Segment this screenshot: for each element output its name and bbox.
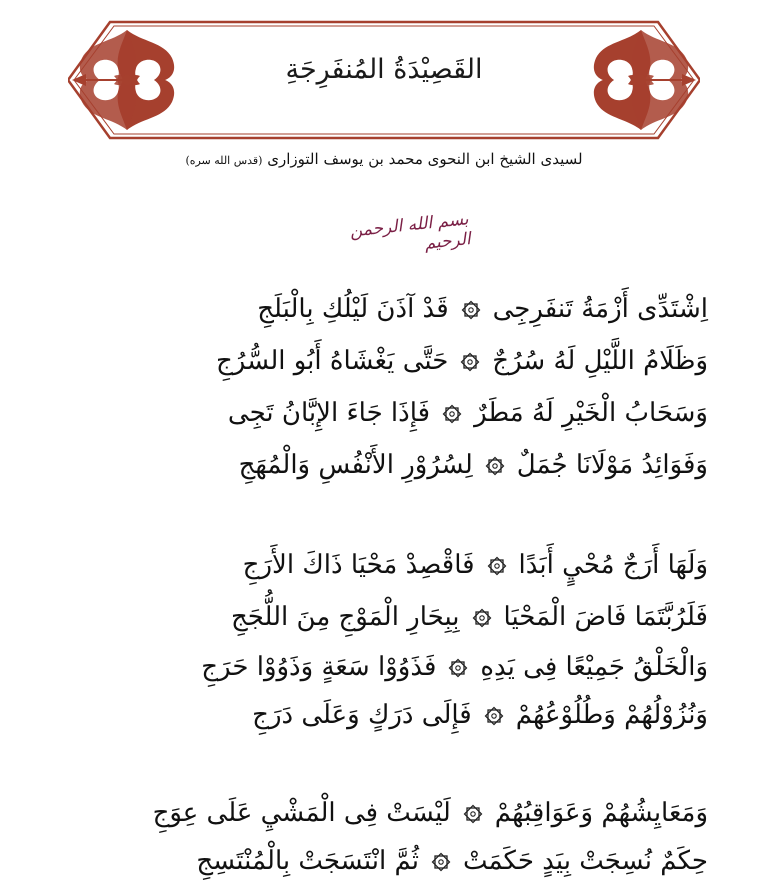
basmala-calligraphy: [300, 209, 472, 264]
verse-line: [60, 846, 708, 877]
verse-first-hemistich: وَسَحَابُ الْخَيْرِ لَهُ مَطَرٌ: [474, 398, 708, 428]
verse-line: [60, 798, 708, 829]
verse-line: [60, 346, 708, 377]
verse-second-hemistich: لِسُرُوْرِ الأَنْفُسِ وَالْمُهَجِ: [238, 450, 473, 480]
verse-second-hemistich: لَيْسَتْ فِى الْمَشْيِ عَلَى عِوَجِ: [152, 798, 451, 828]
verse-first-hemistich: وَلَهَا أَرَجٌ مُحْيٍ أَبَدًا: [518, 550, 708, 580]
verse-first-hemistich: حِكَمٌ نُسِجَتْ بِيَدٍ حَكَمَتْ: [463, 846, 708, 876]
verse-line: [60, 700, 708, 731]
eight-point-star-separator-icon: [431, 852, 451, 872]
verse-first-hemistich: فَلَرُبَّتَمَا فَاضَ الْمَحْيَا: [503, 602, 708, 632]
header-frame: [68, 18, 700, 142]
verse-line: [60, 602, 708, 633]
verse-line: [60, 550, 708, 581]
verse-first-hemistich: وَالْخَلْقُ جَمِيْعًا فِى يَدِهِ: [480, 652, 708, 682]
eight-point-star-separator-icon: [472, 608, 492, 628]
verse-first-hemistich: اِشْتَدِّى أَزْمَةُ تَنفَرِجِى: [492, 294, 708, 324]
eight-point-star-separator-icon: [460, 352, 480, 372]
verse-line: [60, 398, 708, 429]
verse-line: [60, 450, 708, 481]
page-title: القَصِيْدَةُ المُنفَرِجَةِ: [285, 54, 483, 85]
eight-point-star-separator-icon: [442, 404, 462, 424]
verse-second-hemistich: قَدْ آذَنَ لَيْلُكِ بِالْبَلَجِ: [257, 294, 449, 324]
verse-first-hemistich: وَظَلَامُ اللَّيْلِ لَهُ سُرُجٌ: [492, 346, 708, 376]
verse-first-hemistich: وَمَعَايِشُهُمْ وَعَوَاقِبُهُمْ: [494, 798, 708, 828]
eight-point-star-separator-icon: [448, 658, 468, 678]
eight-point-star-separator-icon: [463, 804, 483, 824]
left-floral-ornament-icon: [72, 24, 182, 136]
author-line: [0, 150, 768, 168]
eight-point-star-separator-icon: [461, 300, 481, 320]
eight-point-star-separator-icon: [487, 556, 507, 576]
verse-line: [60, 294, 708, 325]
verse-second-hemistich: فَإِذَا جَاءَ الإِبَّانُ تَجِى: [227, 398, 431, 428]
author-honorific: (قدس الله سره): [185, 154, 263, 167]
author-name: لسيدى الشيخ ابن النحوى محمد بن يوسف التوزارى: [267, 150, 583, 168]
verse-second-hemistich: فَاقْصِدْ مَحْيَا ذَاكَ الأَرَجِ: [242, 550, 475, 580]
right-floral-ornament-icon: [586, 24, 696, 136]
verse-second-hemistich: بِبِحَارِ الْمَوْجِ مِنَ اللُّجَجِ: [230, 602, 460, 632]
verse-second-hemistich: فَإِلَى دَرَكٍ وَعَلَى دَرَجِ: [252, 700, 472, 730]
eight-point-star-separator-icon: [484, 706, 504, 726]
eight-point-star-separator-icon: [485, 456, 505, 476]
verse-line: [60, 652, 708, 683]
verse-first-hemistich: وَفَوَائِدُ مَوْلَانَا جُمَلٌ: [516, 450, 708, 480]
verse-second-hemistich: حَتَّى يَغْشَاهُ أَبُو السُّرُجِ: [216, 346, 449, 376]
verse-second-hemistich: فَذَوُوْا سَعَةٍ وَذَوُوْا حَرَجِ: [201, 652, 437, 682]
basmala-text: بسم الله الرحمن الرحيم: [348, 209, 472, 254]
verse-first-hemistich: وَنُزُوْلُهُمْ وَطُلُوْعُهُمْ: [515, 700, 708, 730]
verse-second-hemistich: ثُمَّ انْتَسَجَتْ بِالْمُنْتَسِجِ: [196, 846, 419, 876]
